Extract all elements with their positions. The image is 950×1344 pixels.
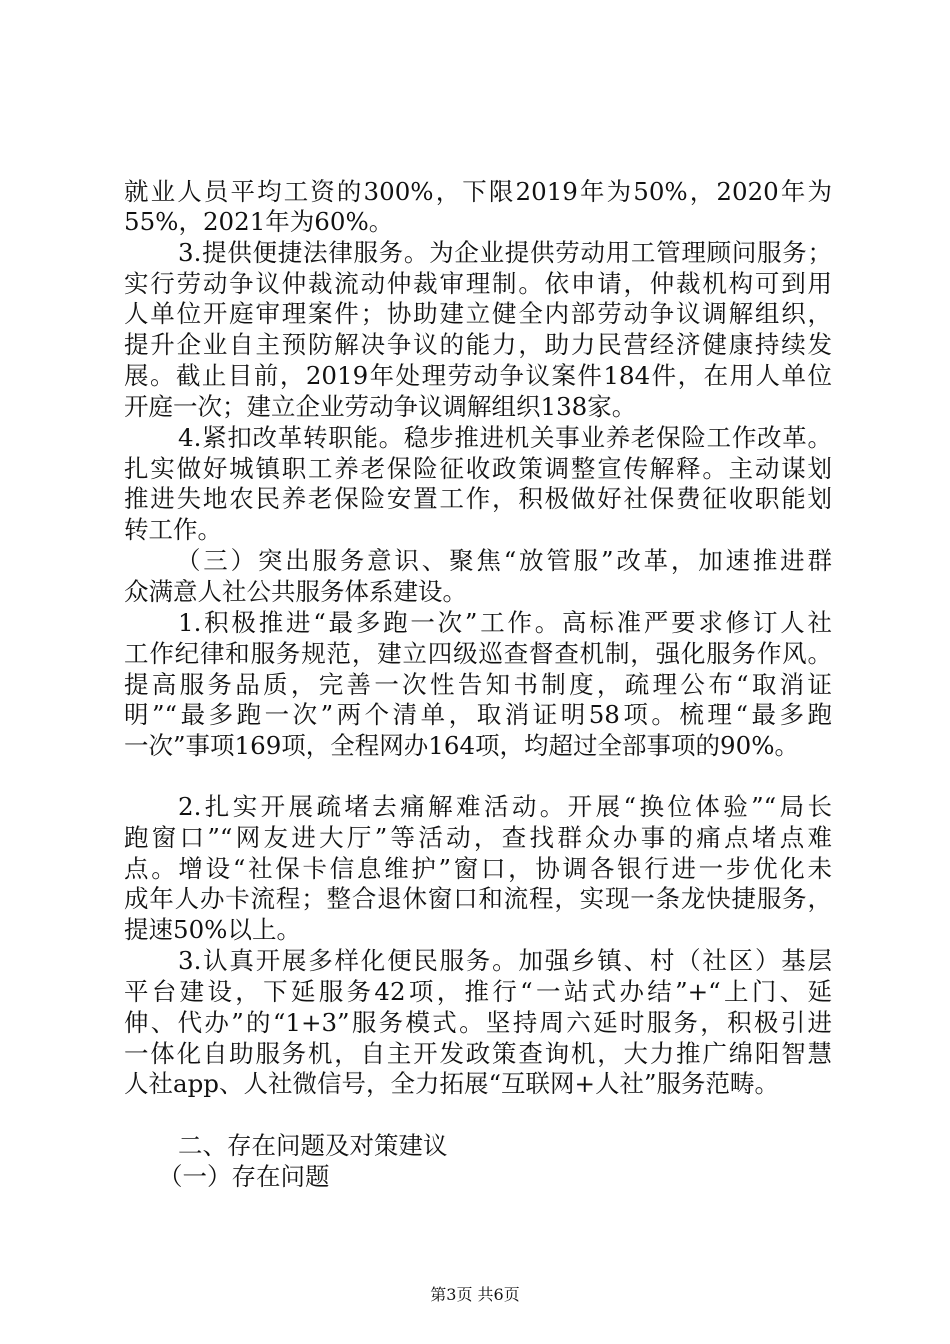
paragraph-line: 开庭一次；建立企业劳动争议调解组织138家。 xyxy=(124,391,637,421)
paragraph-line: 成年人办卡流程；整合退休窗口和流程，实现一条龙快捷服务， xyxy=(124,884,832,914)
paragraph-line: 就业人员平均工资的300%，下限2019年为50%，2020年为 xyxy=(124,177,832,206)
subsection-heading: （一）存在问题 xyxy=(158,1162,330,1191)
paragraph-line: 3.认真开展多样化便民服务。加强乡镇、村（社区）基层 xyxy=(178,946,832,976)
paragraph-line: 1.积极推进“最多跑一次”工作。高标准严要求修订人社 xyxy=(178,607,832,637)
paragraph-line: 提升企业自主预防解决争议的能力，助力民营经济健康持续发 xyxy=(124,330,832,360)
paragraph-line: 一体化自助服务机，自主开发政策查询机，大力推广绵阳智慧 xyxy=(124,1038,832,1068)
paragraph-line: 工作纪律和服务规范，建立四级巡查督查机制，强化服务作风。 xyxy=(124,638,832,668)
section-heading-cont: 众满意人社公共服务体系建设。 xyxy=(124,576,467,606)
chapter-heading: 二、存在问题及对策建议 xyxy=(178,1131,448,1161)
paragraph-line: 人社app、人社微信号，全力拓展“互联网+人社”服务范畴。 xyxy=(124,1069,780,1099)
paragraph-line: 2.扎实开展疏堵去痛解难活动。开展“换位体验”“局长 xyxy=(178,791,832,821)
paragraph-line: 转工作。 xyxy=(124,515,222,545)
paragraph-line: 3.提供便捷法律服务。为企业提供劳动用工管理顾问服务； xyxy=(178,237,832,267)
paragraph-line: 人单位开庭审理案件；协助建立健全内部劳动争议调解组织， xyxy=(124,299,832,329)
paragraph-line: 伸、代办”的“1+3”服务模式。坚持周六延时服务，积极引进 xyxy=(124,1007,832,1037)
paragraph-line: 扎实做好城镇职工养老保险征收政策调整宣传解释。主动谋划 xyxy=(124,453,832,483)
paragraph-line: 跑窗口”“网友进大厅”等活动，查找群众办事的痛点堵点难 xyxy=(124,822,832,852)
paragraph-line: 实行劳动争议仲裁流动仲裁审理制。依申请，仲裁机构可到用 xyxy=(124,268,832,298)
paragraph-line: 推进失地农民养老保险安置工作，积极做好社保费征收职能划 xyxy=(124,484,832,514)
paragraph-line: 明”“最多跑一次”两个清单，取消证明58项。梳理“最多跑 xyxy=(124,700,832,730)
paragraph-line: 展。截止目前，2019年处理劳动争议案件184件，在用人单位 xyxy=(124,361,832,391)
paragraph-line: 提高服务品质，完善一次性告知书制度，疏理公布“取消证 xyxy=(124,669,832,699)
paragraph-line: 4.紧扣改革转职能。稳步推进机关事业养老保险工作改革。 xyxy=(178,422,832,452)
paragraph-line: 点。增设“社保卡信息维护”窗口，协调各银行进一步优化未 xyxy=(124,853,832,883)
paragraph-line: 平台建设，下延服务42项，推行“一站式办结”+“上门、延 xyxy=(124,976,832,1006)
section-heading: （三）突出服务意识、聚焦“放管服”改革，加速推进群 xyxy=(176,546,832,576)
paragraph-line: 55%，2021年为60%。 xyxy=(124,206,394,236)
paragraph-line: 提速50%以上。 xyxy=(124,915,301,945)
page-footer: 第3页 共6页 xyxy=(430,1285,520,1304)
paragraph-line: 一次”事项169项，全程网办164项，均超过全部事项的90%。 xyxy=(124,731,800,761)
